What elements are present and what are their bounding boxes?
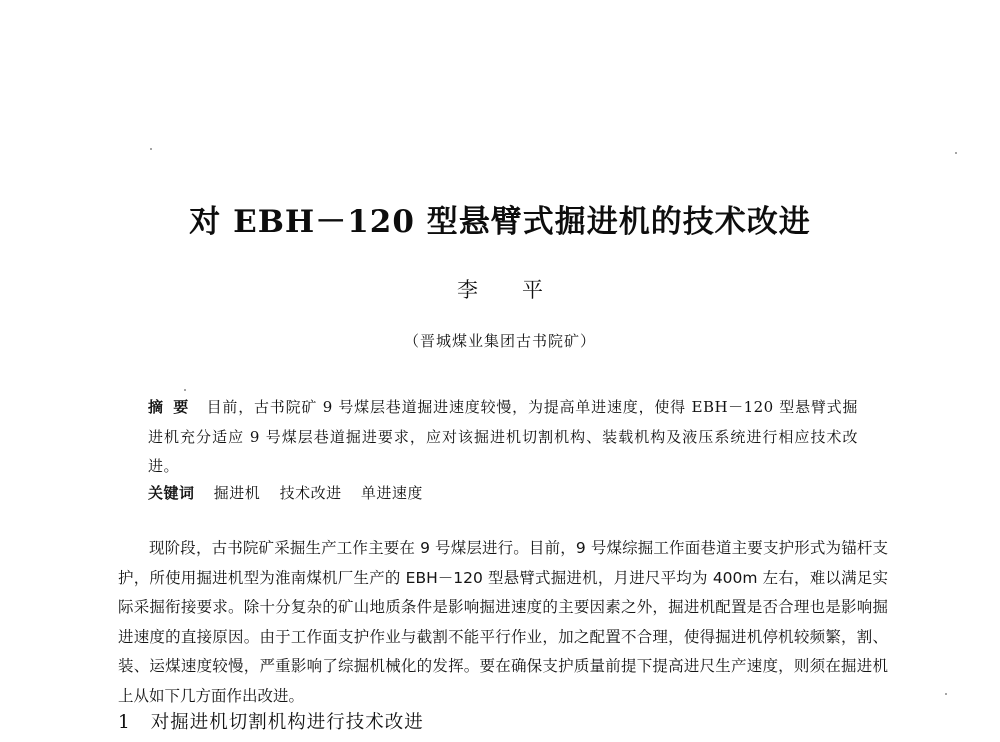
keyword-item: 技术改进 <box>279 484 342 502</box>
section-title: 对掘进机切割机构进行技术改进 <box>150 712 424 733</box>
section-heading <box>118 708 424 734</box>
abstract-text: 目前，古书院矿 9 号煤层巷道掘进速度较慢，为提高单进速度，使得 EBH－120 型悬臂式掘进机充分适应 9 号煤层巷道掘进要求，应对该掘进机切割机构、装载机构及液压系统进行相应技术改进。 <box>148 398 858 475</box>
abstract-block <box>148 393 858 482</box>
scan-speck <box>184 389 186 391</box>
scan-speck <box>150 148 152 150</box>
abstract-label: 摘要 <box>148 398 199 416</box>
author-name: 李平 <box>457 278 587 302</box>
paper-title: 对 EBH－120 型悬臂式掘进机的技术改进 <box>189 204 811 240</box>
body-paragraph: 现阶段，古书院矿采掘生产工作主要在 9 号煤层进行。目前，9 号煤综掘工作面巷道主要支护形式为锚杆支护，所使用掘进机型为淮南煤机厂生产的 EBH－120 型悬臂式掘进机，月进尺平均为 400m 左右，难以满足实际采掘衔接要求。除十分复杂的矿山地质条件是影响掘进速度的主要因素之外，掘进机配置是否合理也是影响掘进速度的直接原因。由于工作面支护作业与截割不能平行作业，加之配置不合理，使得掘进机停机较频繁，割、装、运煤速度较慢，严重影响了综掘机械化的发挥。要在确保支护质量前提下提高进尺生产速度，则须在掘进机上从如下几方面作出改进。 <box>118 539 888 705</box>
author-affiliation: （晋城煤业集团古书院矿） <box>403 332 596 350</box>
scan-speck <box>945 693 947 695</box>
scan-speck <box>955 152 957 154</box>
keyword-item: 掘进机 <box>213 484 261 502</box>
keywords-block <box>148 482 437 503</box>
keywords-label: 关键词 <box>148 484 195 502</box>
section-number: 1 <box>118 712 131 733</box>
keyword-item: 单进速度 <box>360 484 423 502</box>
